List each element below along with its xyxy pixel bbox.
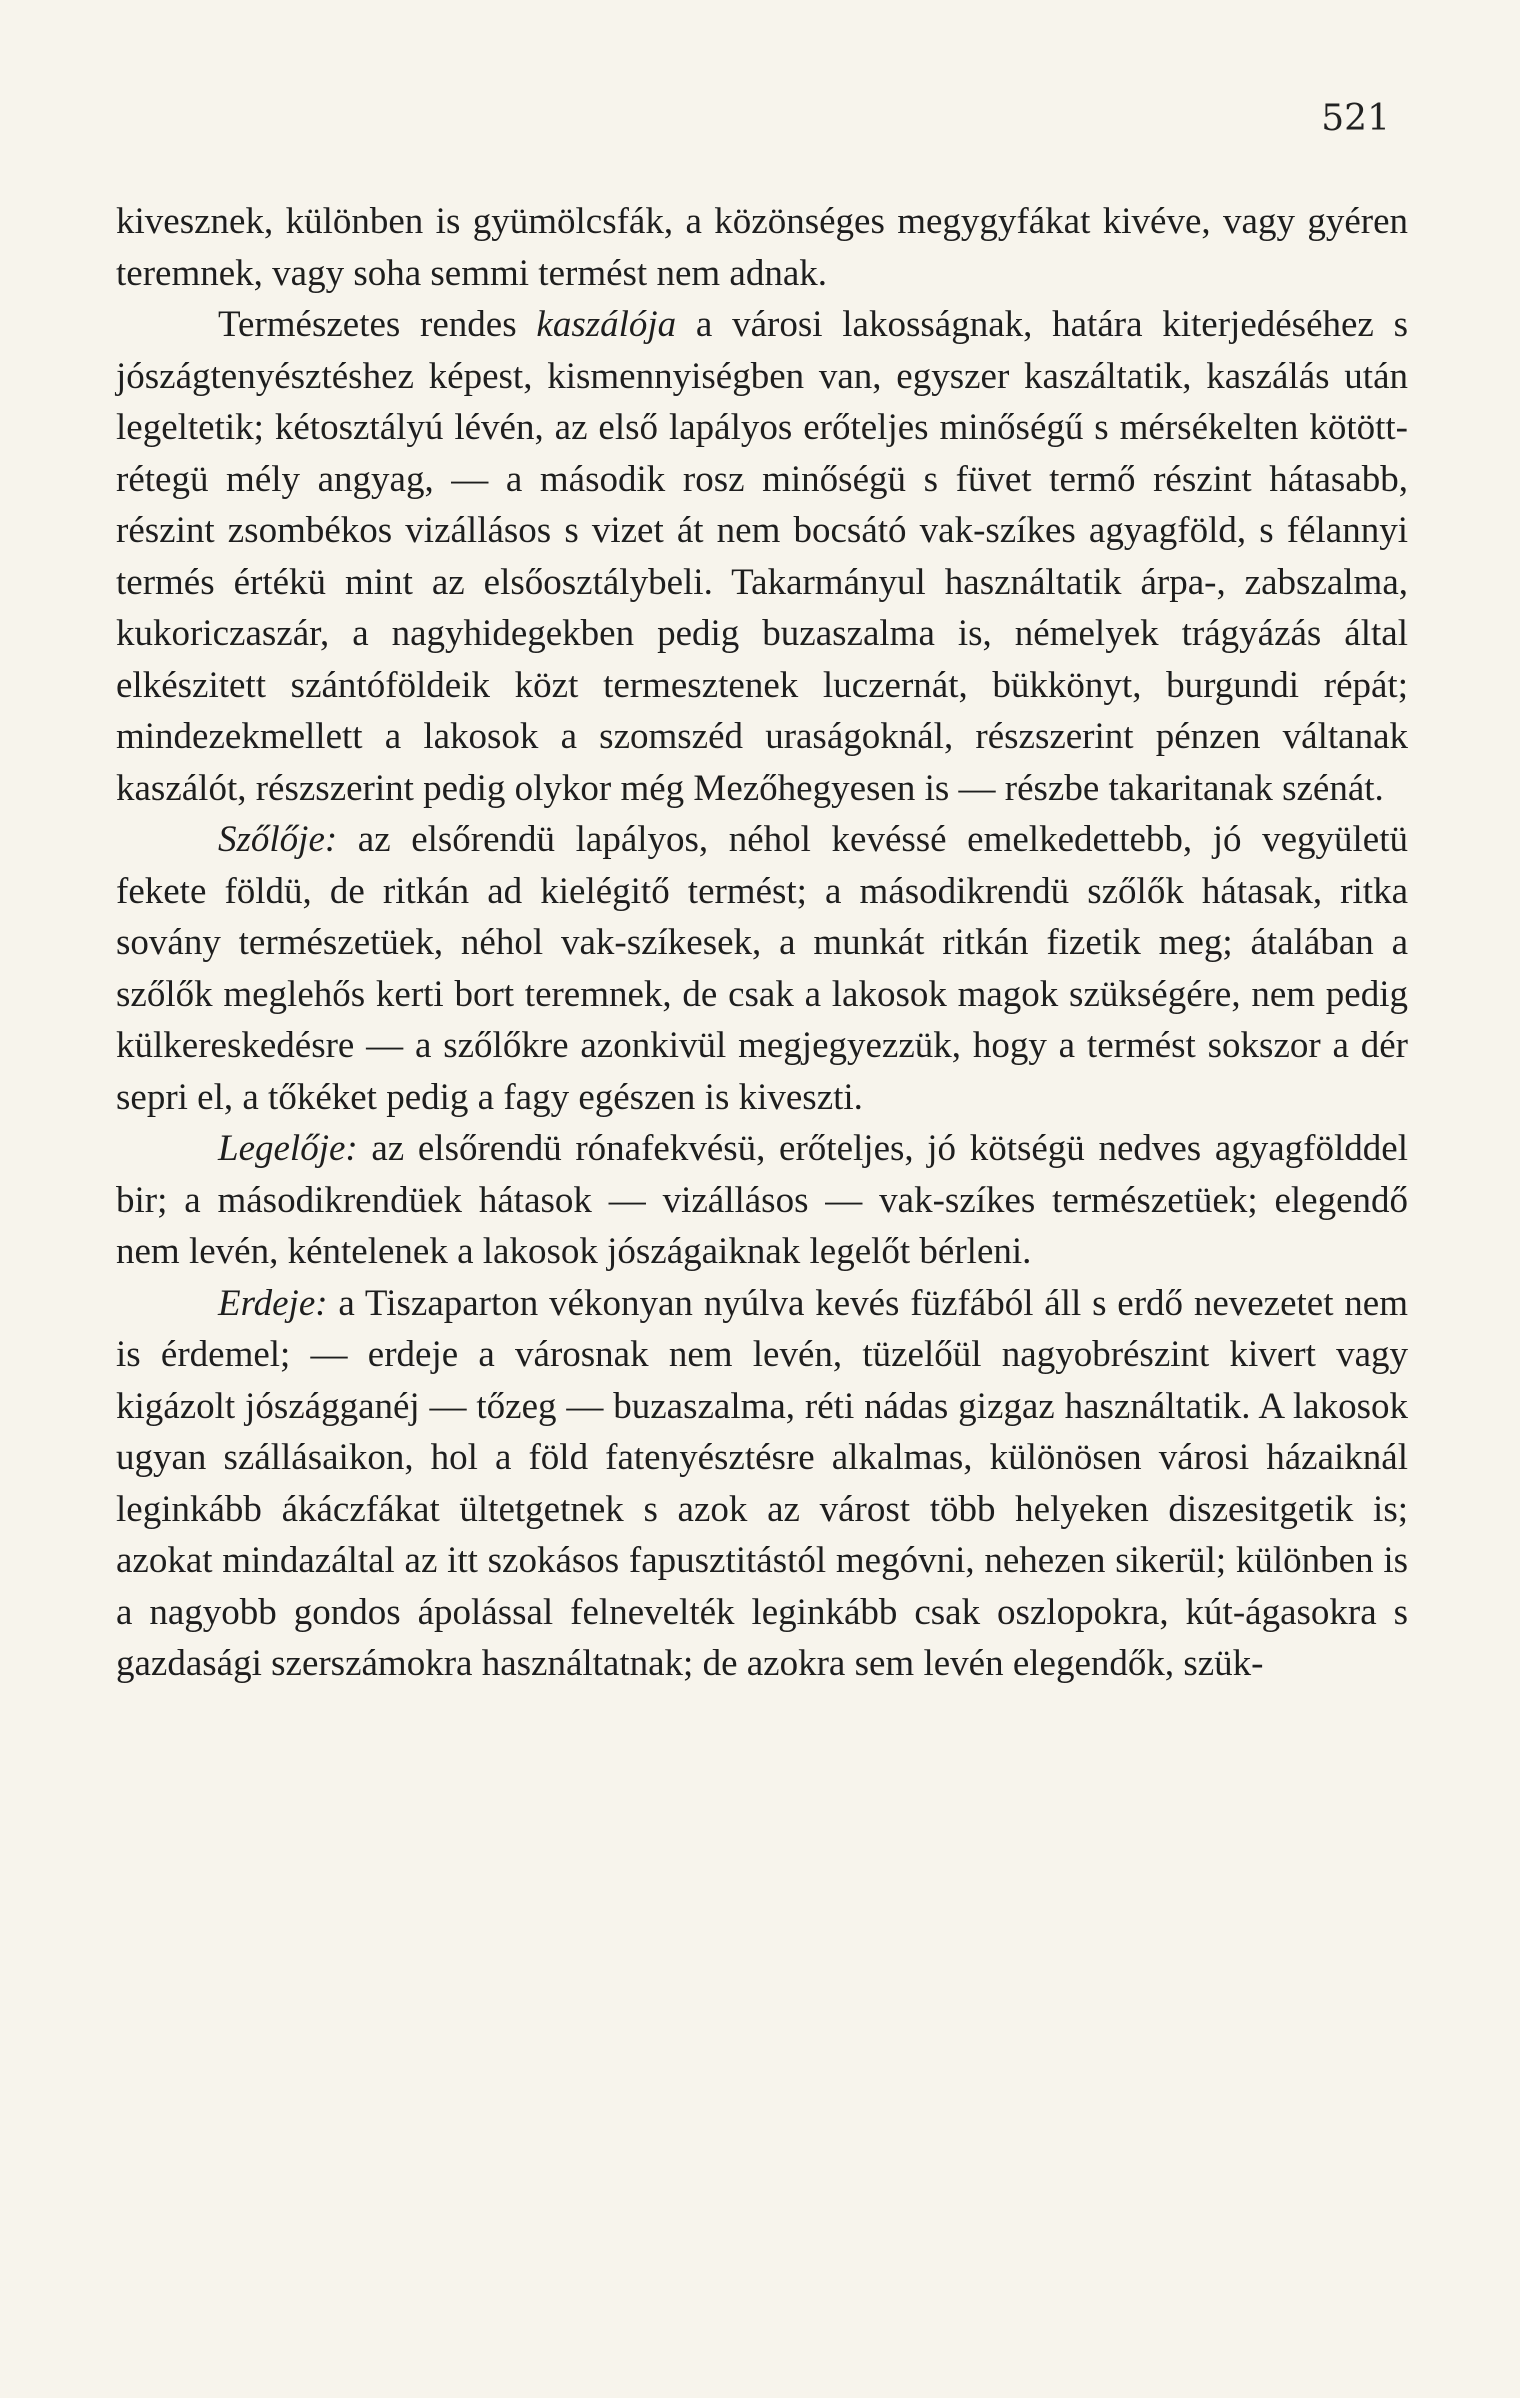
page-number: 521 (1321, 98, 1390, 139)
paragraph-2-text: a városi lakosságnak, határa kiterjedéséhez s jószágtenyésztéshez képest, kismennyiségben van, egyszer kaszáltatik, kaszálás után legeltetik; kétosztályú lévén, az első lapályos erőteljes minőségű s mérsékelten kötött-rétegü mély angyag, — a második rosz minőségü s füvet termő részint hátasabb, részint zsombékos vizállásos s vizet át nem bocsátó vak-szíkes agyagföld, s félannyi termés értékü mint az elsőosztálybeli. Takarmányul használtatik árpa-, zabszalma, kukoriczaszár, a nagyhidegekben pedig buzaszalma is, némelyek trágyázás által elkészitett szántóföldeik közt termesztenek luczernát, bükkönyt, burgundi répát; mindezekmellett a lakosok a szomszéd uraságoknál, részszerint pénzen váltanak kaszálót, részszerint pedig olykor még Mezőhegyesen is — részbe takaritanak szénát. (116, 304, 1408, 809)
paragraph-2-lead: Természetes rendes (218, 304, 537, 345)
paragraph-4 (116, 1123, 1408, 1278)
paragraph-4-term: Legelője: (218, 1128, 358, 1169)
paragraph-1-text: kivesznek, különben is gyümölcsfák, a közönséges megygyfákat kivéve, vagy gyéren teremnek, vagy soha semmi termést nem adnak. (116, 201, 1408, 294)
paragraph-2 (116, 299, 1408, 814)
paragraph-3 (116, 814, 1408, 1123)
paragraph-3-text: az elsőrendü lapályos, néhol kevéssé emelkedettebb, jó vegyületü fekete földü, de ritkán ad kielégitő termést; a másodikrendü szőlők hátasak, ritka sovány természetüek, néhol vak-szíkesek, a munkát ritkán fizetik meg; átalában a szőlők meglehős kerti bort teremnek, de csak a lakosok magok szükségére, nem pedig külkereskedésre — a szőlőkre azonkivül megjegyezzük, hogy a termést sokszor a dér sepri el, a tőkéket pedig a fagy egészen is kiveszti. (116, 819, 1408, 1118)
body-text (116, 196, 1408, 1690)
paragraph-1 (116, 196, 1408, 299)
paragraph-5 (116, 1278, 1408, 1690)
paragraph-5-text: a Tiszaparton vékonyan nyúlva kevés füzfából áll s erdő nevezetet nem is érdemel; — erdeje a városnak nem levén, tüzelőül nagyobrészint kivert vagy kigázolt jószágganéj — tőzeg — buzaszalma, réti nádas gizgaz használtatik. A lakosok ugyan szállásaikon, hol a föld fatenyésztésre alkalmas, különösen városi házaiknál leginkább ákáczfákat ültetgetnek s azok az várost több helyeken diszesitgetik is; azokat mindazáltal az itt szokásos fapusztitástól megóvni, nehezen sikerül; különben is a nagyobb gondos ápolással felnevelték leginkább csak oszlopokra, kút-ágasokra s gazdasági szerszámokra használtatnak; de azokra sem levén elegendők, szük- (116, 1282, 1408, 1684)
paragraph-4-text: az elsőrendü rónafekvésü, erőteljes, jó kötségü nedves agyagfölddel bir; a másodikrendüek hátasok — vizállásos — vak-szíkes természetüek; elegendő nem levén, kéntelenek a lakosok jószágaiknak legelőt bérleni. (116, 1128, 1408, 1272)
paragraph-5-term: Erdeje: (218, 1282, 328, 1324)
paragraph-3-term: Szőlője: (218, 819, 338, 860)
paragraph-2-term: kaszálója (536, 304, 677, 345)
